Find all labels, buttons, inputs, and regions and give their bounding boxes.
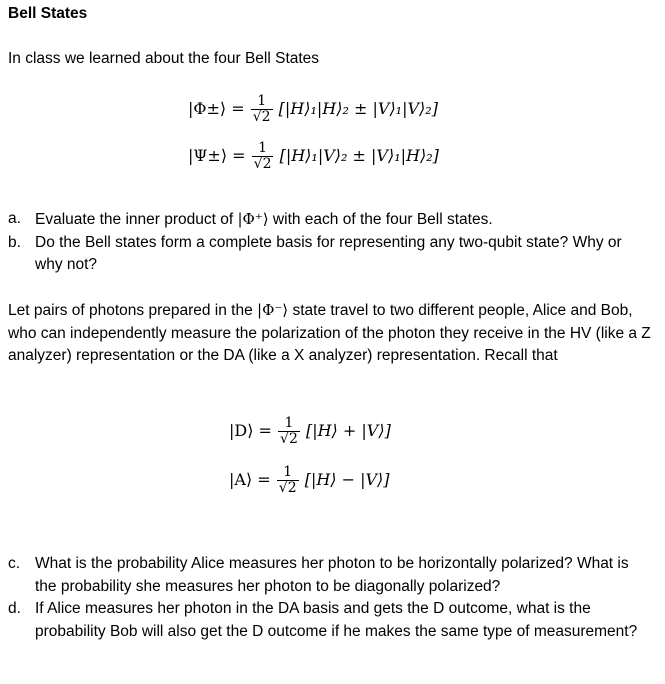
phi-lhs: |Φ±⟩ = bbox=[188, 99, 245, 118]
question-b-text: Do the Bell states form a complete basis for representing any two-qubit state? Why or why not? bbox=[35, 233, 622, 273]
scenario-paragraph bbox=[8, 299, 653, 368]
fraction bbox=[252, 141, 274, 172]
a-lhs: |A⟩ = bbox=[229, 470, 271, 489]
question-a-post: with each of the four Bell states. bbox=[268, 211, 493, 228]
intro-text: In class we learned about the four Bell States bbox=[8, 50, 320, 67]
bell-psi-equation bbox=[188, 141, 439, 172]
scenario-pre: Let pairs of photons prepared in the bbox=[8, 302, 258, 319]
phi-plus-ket: |Φ⁺⟩ bbox=[237, 210, 269, 228]
fraction-numerator: 1 bbox=[257, 93, 267, 109]
questions-ab bbox=[8, 208, 653, 277]
question-d-text: If Alice measures her photon in the DA basis and gets the D outcome, what is the probability Bob will also get the D outcome if he makes the same type of measurement? bbox=[35, 600, 638, 640]
question-d-label: d. bbox=[8, 600, 21, 617]
fraction-denominator: √2 bbox=[280, 431, 298, 447]
fraction bbox=[277, 465, 299, 496]
question-a-pre: Evaluate the inner product of bbox=[35, 211, 238, 228]
page-title: Bell States bbox=[8, 5, 88, 22]
phi-minus-ket: |Φ⁻⟩ bbox=[257, 301, 289, 319]
question-b bbox=[8, 232, 653, 277]
bell-phi-equation bbox=[188, 94, 438, 125]
fraction-denominator: √2 bbox=[278, 480, 297, 496]
fraction-numerator: 1 bbox=[283, 464, 293, 480]
question-a bbox=[8, 208, 653, 232]
psi-rhs: [|H⟩₁|V⟩₂ ± |V⟩₁|H⟩₂] bbox=[279, 146, 439, 165]
phi-rhs: [|H⟩₁|H⟩₂ ± |V⟩₁|V⟩₂] bbox=[278, 99, 438, 118]
d-state-equation bbox=[229, 416, 391, 447]
fraction bbox=[278, 416, 300, 447]
question-c-text: What is the probability Alice measures her photon to be horizontally polarized? What is the probability she measures her photon to be diagonally polarized? bbox=[35, 555, 629, 595]
d-lhs: |D⟩ = bbox=[229, 421, 272, 440]
fraction-numerator: 1 bbox=[284, 415, 294, 431]
question-d bbox=[8, 598, 653, 643]
a-rhs: [|H⟩ − |V⟩] bbox=[304, 470, 390, 489]
questions-cd bbox=[8, 553, 653, 643]
question-a-label: a. bbox=[8, 210, 21, 227]
fraction-denominator: √2 bbox=[253, 156, 272, 172]
scenario-post: state travel to two different people, Alice and Bob, who can independently measure the polarization of the photon they receive in the HV (like a Z analyzer) representation or the DA (like a X analyzer) representation. Recall that bbox=[8, 302, 651, 364]
question-c-label: c. bbox=[8, 555, 21, 572]
d-rhs: [|H⟩ + |V⟩] bbox=[305, 421, 391, 440]
question-c bbox=[8, 553, 653, 598]
fraction bbox=[251, 94, 273, 125]
question-b-label: b. bbox=[8, 233, 21, 251]
fraction-denominator: √2 bbox=[252, 109, 271, 125]
fraction-numerator: 1 bbox=[258, 140, 268, 156]
a-state-equation bbox=[229, 465, 390, 496]
psi-lhs: |Ψ±⟩ = bbox=[188, 146, 246, 165]
